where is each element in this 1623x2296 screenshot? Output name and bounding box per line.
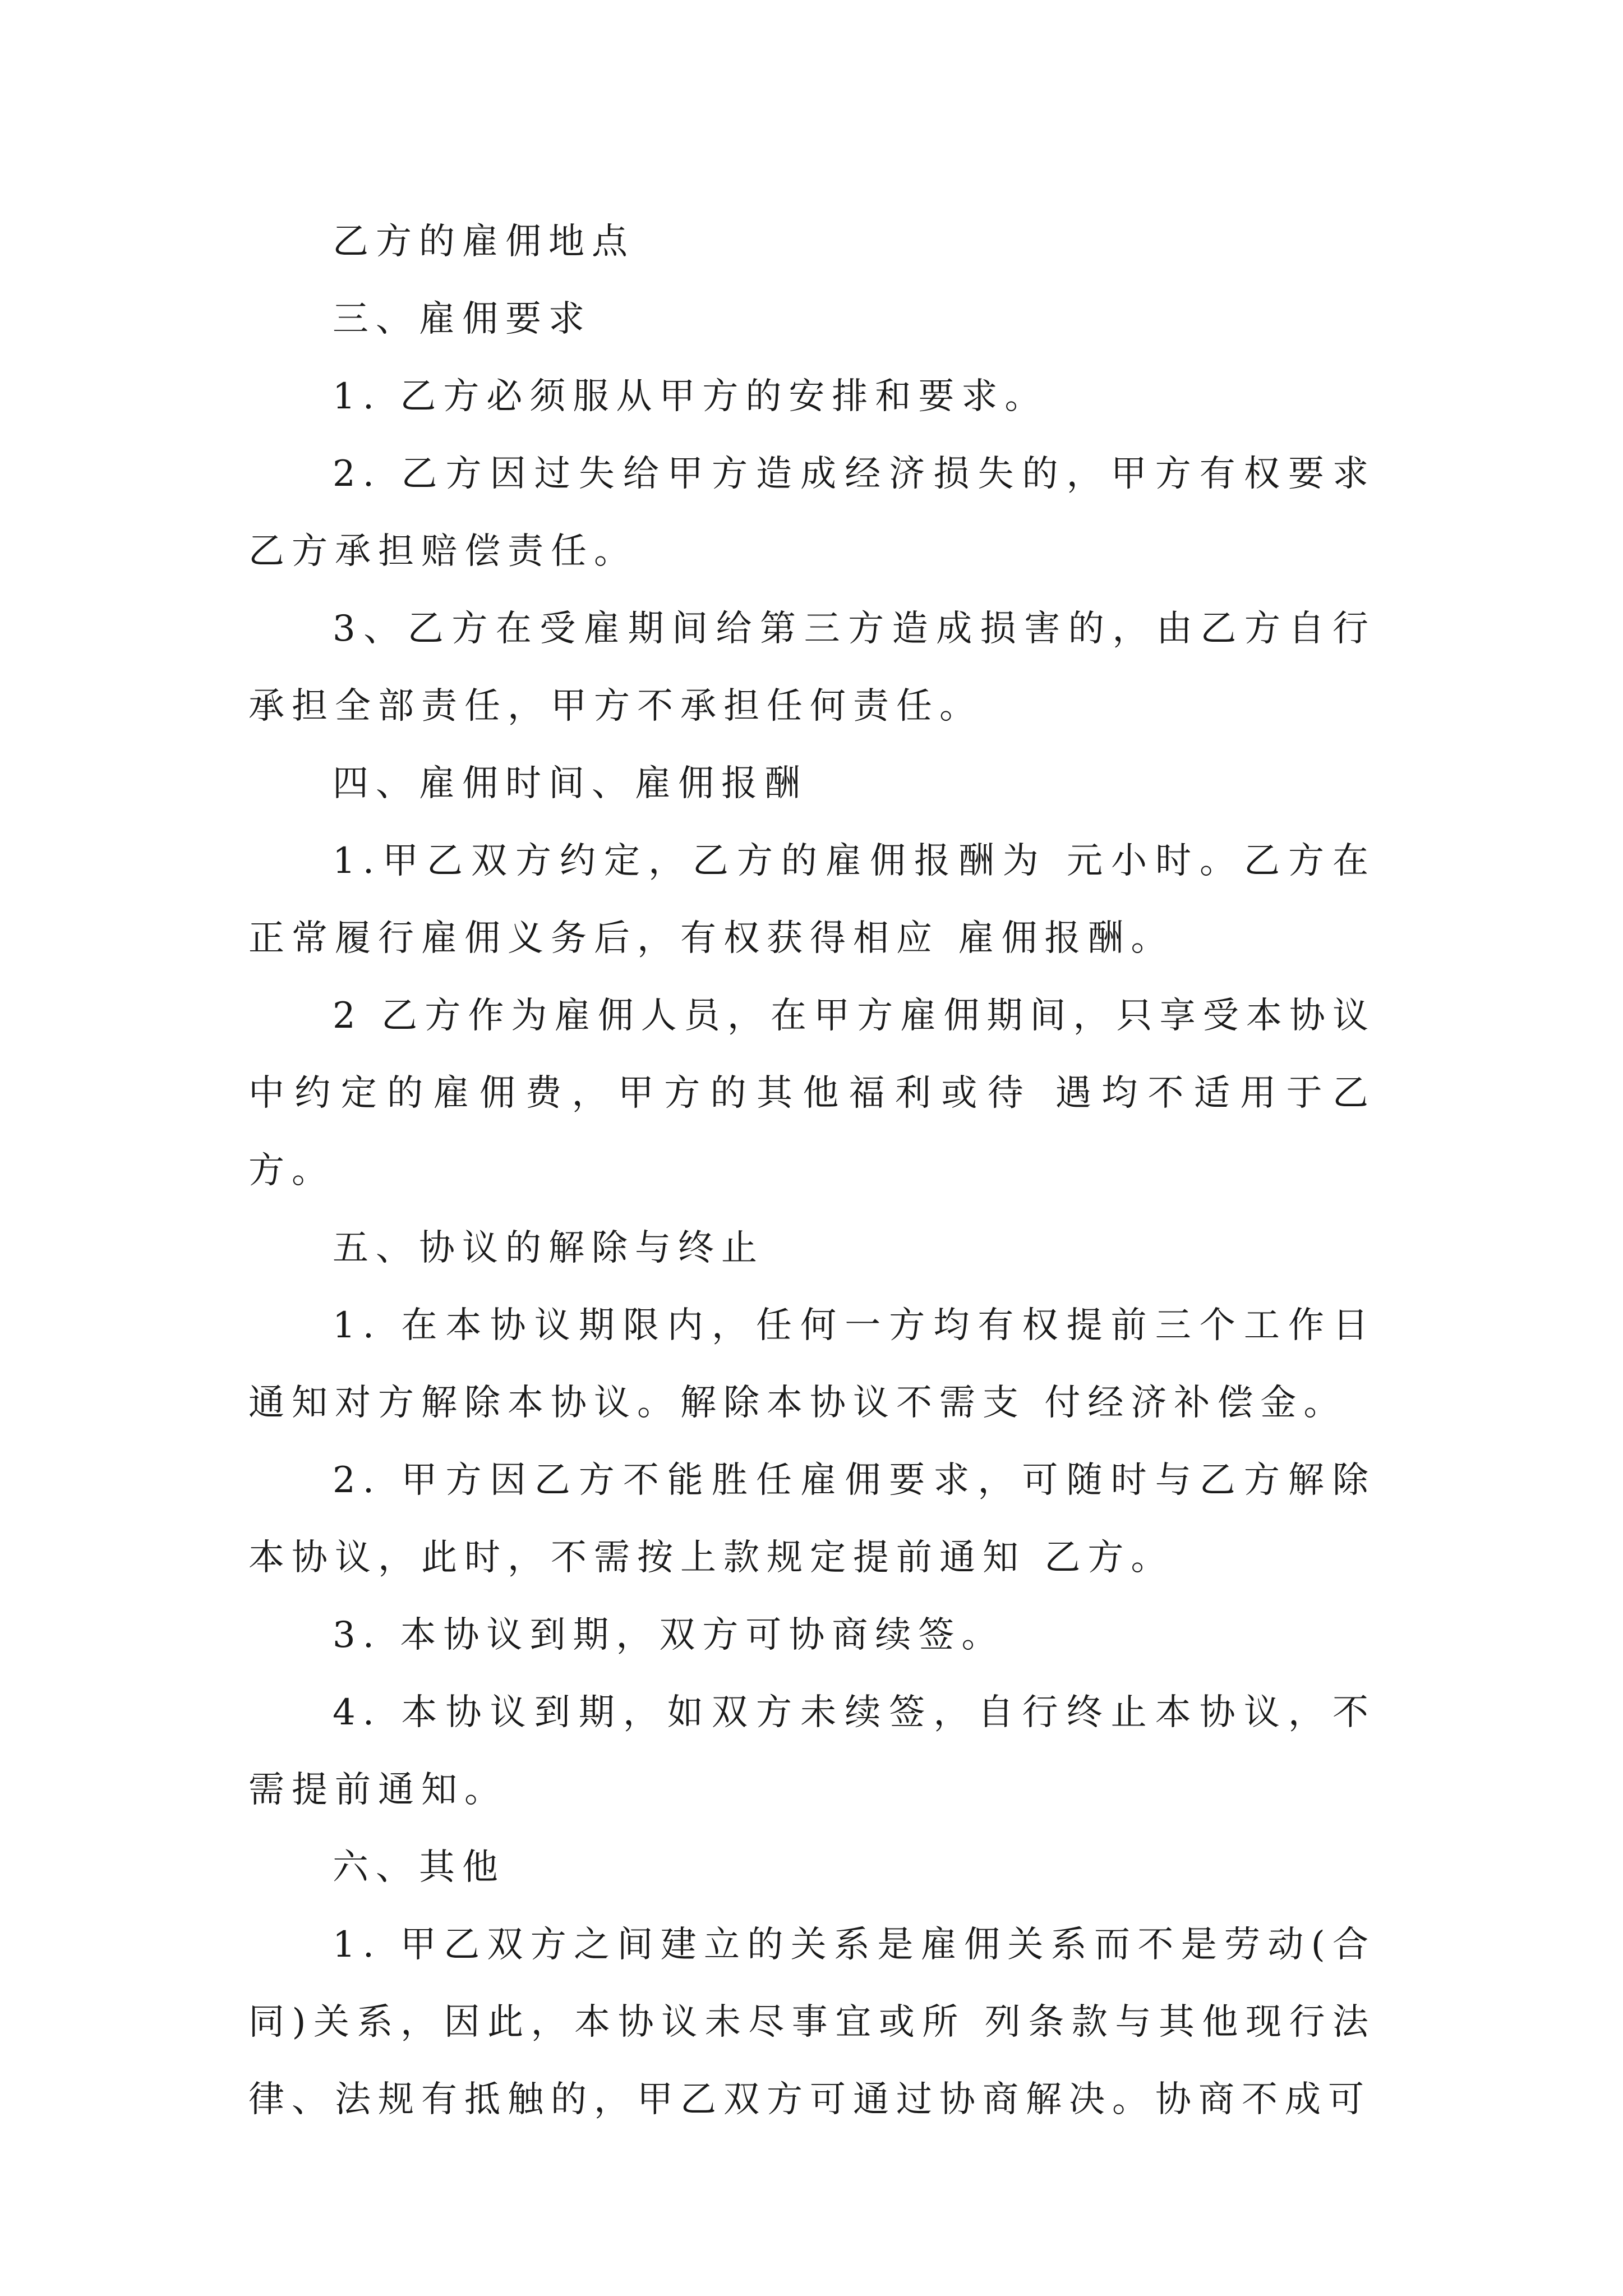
clause-5-3: 3. 本协议到期，双方可协商续签。 (333, 1614, 1005, 1656)
clause-3-2: 2. 乙方因过失给甲方造成经济损失的，甲方有权要求乙方承担赔偿责任。 (248, 453, 1376, 572)
section-heading-employment-requirements: 三、雇佣要求 (333, 298, 592, 340)
clause-5-1: 1. 在本协议期限内，任何一方均有权提前三个工作日通知对方解除本协议。解除本协议不需支 付经济补偿金。 (248, 1305, 1376, 1424)
section-heading-other: 六、其他 (333, 1847, 505, 1888)
clause-5-4: 4. 本协议到期，如双方未续签，自行终止本协议，不需提前通知。 (248, 1692, 1376, 1811)
clause-4-1: 1.甲乙双方约定，乙方的雇佣报酬为 元小时。乙方在正常履行雇佣义务后，有权获得相应 雇佣报酬。 (248, 840, 1376, 959)
paragraph-employment-location: 乙方的雇佣地点 (333, 221, 635, 263)
clause-5-2: 2. 甲方因乙方不能胜任雇佣要求，可随时与乙方解除本协议，此时，不需按上款规定提前通知 乙方。 (248, 1460, 1376, 1579)
clause-3-3: 3、乙方在受雇期间给第三方造成损害的，由乙方自行承担全部责任，甲方不承担任何责任。 (248, 608, 1376, 727)
clause-6-1: 1. 甲乙双方之间建立的关系是雇佣关系而不是劳动(合同)关系，因此，本协议未尽事宜或所 列条款与其他现行法律、法规有抵触的，甲乙双方可通过协商解决。协商不成可 (248, 1924, 1376, 2120)
section-heading-termination: 五、协议的解除与终止 (333, 1227, 764, 1269)
clause-4-2: 2 乙方作为雇佣人员，在甲方雇佣期间，只享受本协议中约定的雇佣费，甲方的其他福利或待 遇均不适用于乙方。 (248, 995, 1376, 1191)
document-body (248, 203, 1376, 2138)
section-heading-time-and-pay: 四、雇佣时间、雇佣报酬 (333, 763, 808, 804)
clause-3-1: 1. 乙方必须服从甲方的安排和要求。 (333, 376, 1048, 417)
